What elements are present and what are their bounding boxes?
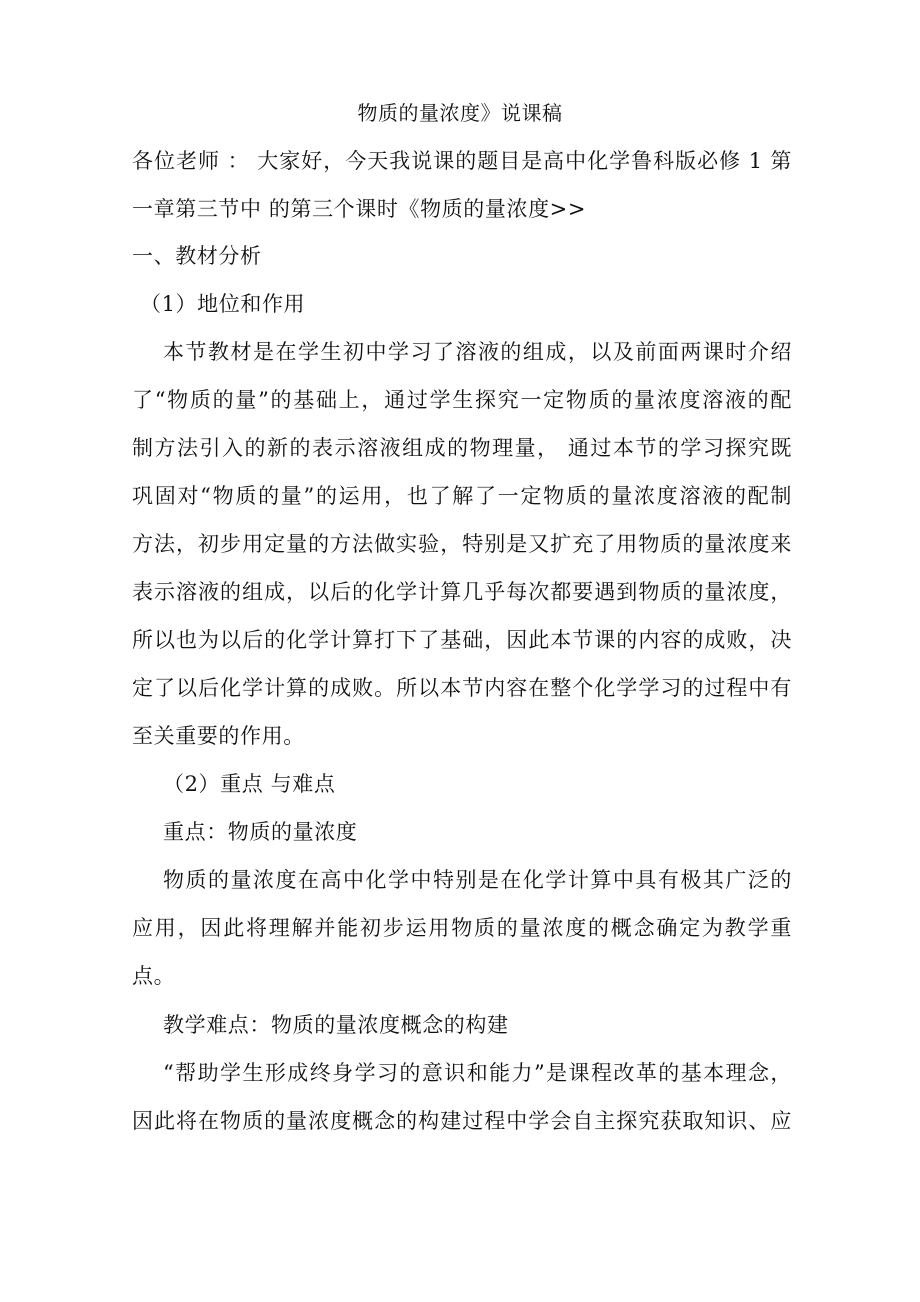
document-title: 物质的量浓度》说课稿 (357, 101, 563, 125)
paragraph-line: 了“物质的量”的基础上，通过学生探究一定物质的量浓度溶液的配 (132, 388, 792, 412)
paragraph-line: “帮助学生形成终身学习的意识和能力”是课程改革的基本理念， (163, 1061, 792, 1085)
paragraph-line: 物质的量浓度在高中化学中特别是在化学计算中具有极其广泛的 (163, 868, 792, 892)
subheading-position-and-role: （1）地位和作用 (140, 292, 306, 316)
intro-line-1: 各位老师 ： 大家好，今天我说课的题目是高中化学鲁科版必修 1 第 (132, 149, 792, 173)
teaching-difficulty-label: 教学难点：物质的量浓度概念的构建 (163, 1013, 509, 1037)
paragraph-line: 定了以后化学计算的成败。所以本节内容在整个化学学习的过程中有 (132, 676, 792, 700)
paragraph-line: 表示溶液的组成，以后的化学计算几乎每次都要遇到物质的量浓度， (132, 580, 792, 604)
paragraph-line: 方法，初步用定量的方法做实验，特别是又扩充了用物质的量浓度来 (132, 532, 792, 556)
subheading-key-and-difficult-points: （2）重点 与难点 (163, 772, 336, 796)
paragraph-line: 因此将在物质的量浓度概念的构建过程中学会自主探究获取知识、应 (132, 1109, 792, 1133)
intro-line-2: 一章第三节中 的第三个课时《物质的量浓度>> (132, 197, 587, 221)
paragraph-line: 应用，因此将理解并能初步运用物质的量浓度的概念确定为教学重 (132, 916, 792, 940)
section-heading-textbook-analysis: 一、教材分析 (132, 244, 262, 268)
paragraph-line: 制方法引入的新的表示溶液组成的物理量， 通过本节的学习探究既 (132, 436, 792, 460)
key-point-label: 重点：物质的量浓度 (163, 820, 358, 844)
paragraph-line: 点。 (132, 964, 176, 988)
paragraph-line: 至关重要的作用。 (132, 724, 305, 748)
paragraph-line: 本节教材是在学生初中学习了溶液的组成，以及前面两课时介绍 (163, 340, 792, 364)
paragraph-line: 所以也为以后的化学计算打下了基础，因此本节课的内容的成败，决 (132, 628, 792, 652)
paragraph-line: 巩固对“物质的量”的运用，也了解了一定物质的量浓度溶液的配制 (132, 484, 792, 508)
